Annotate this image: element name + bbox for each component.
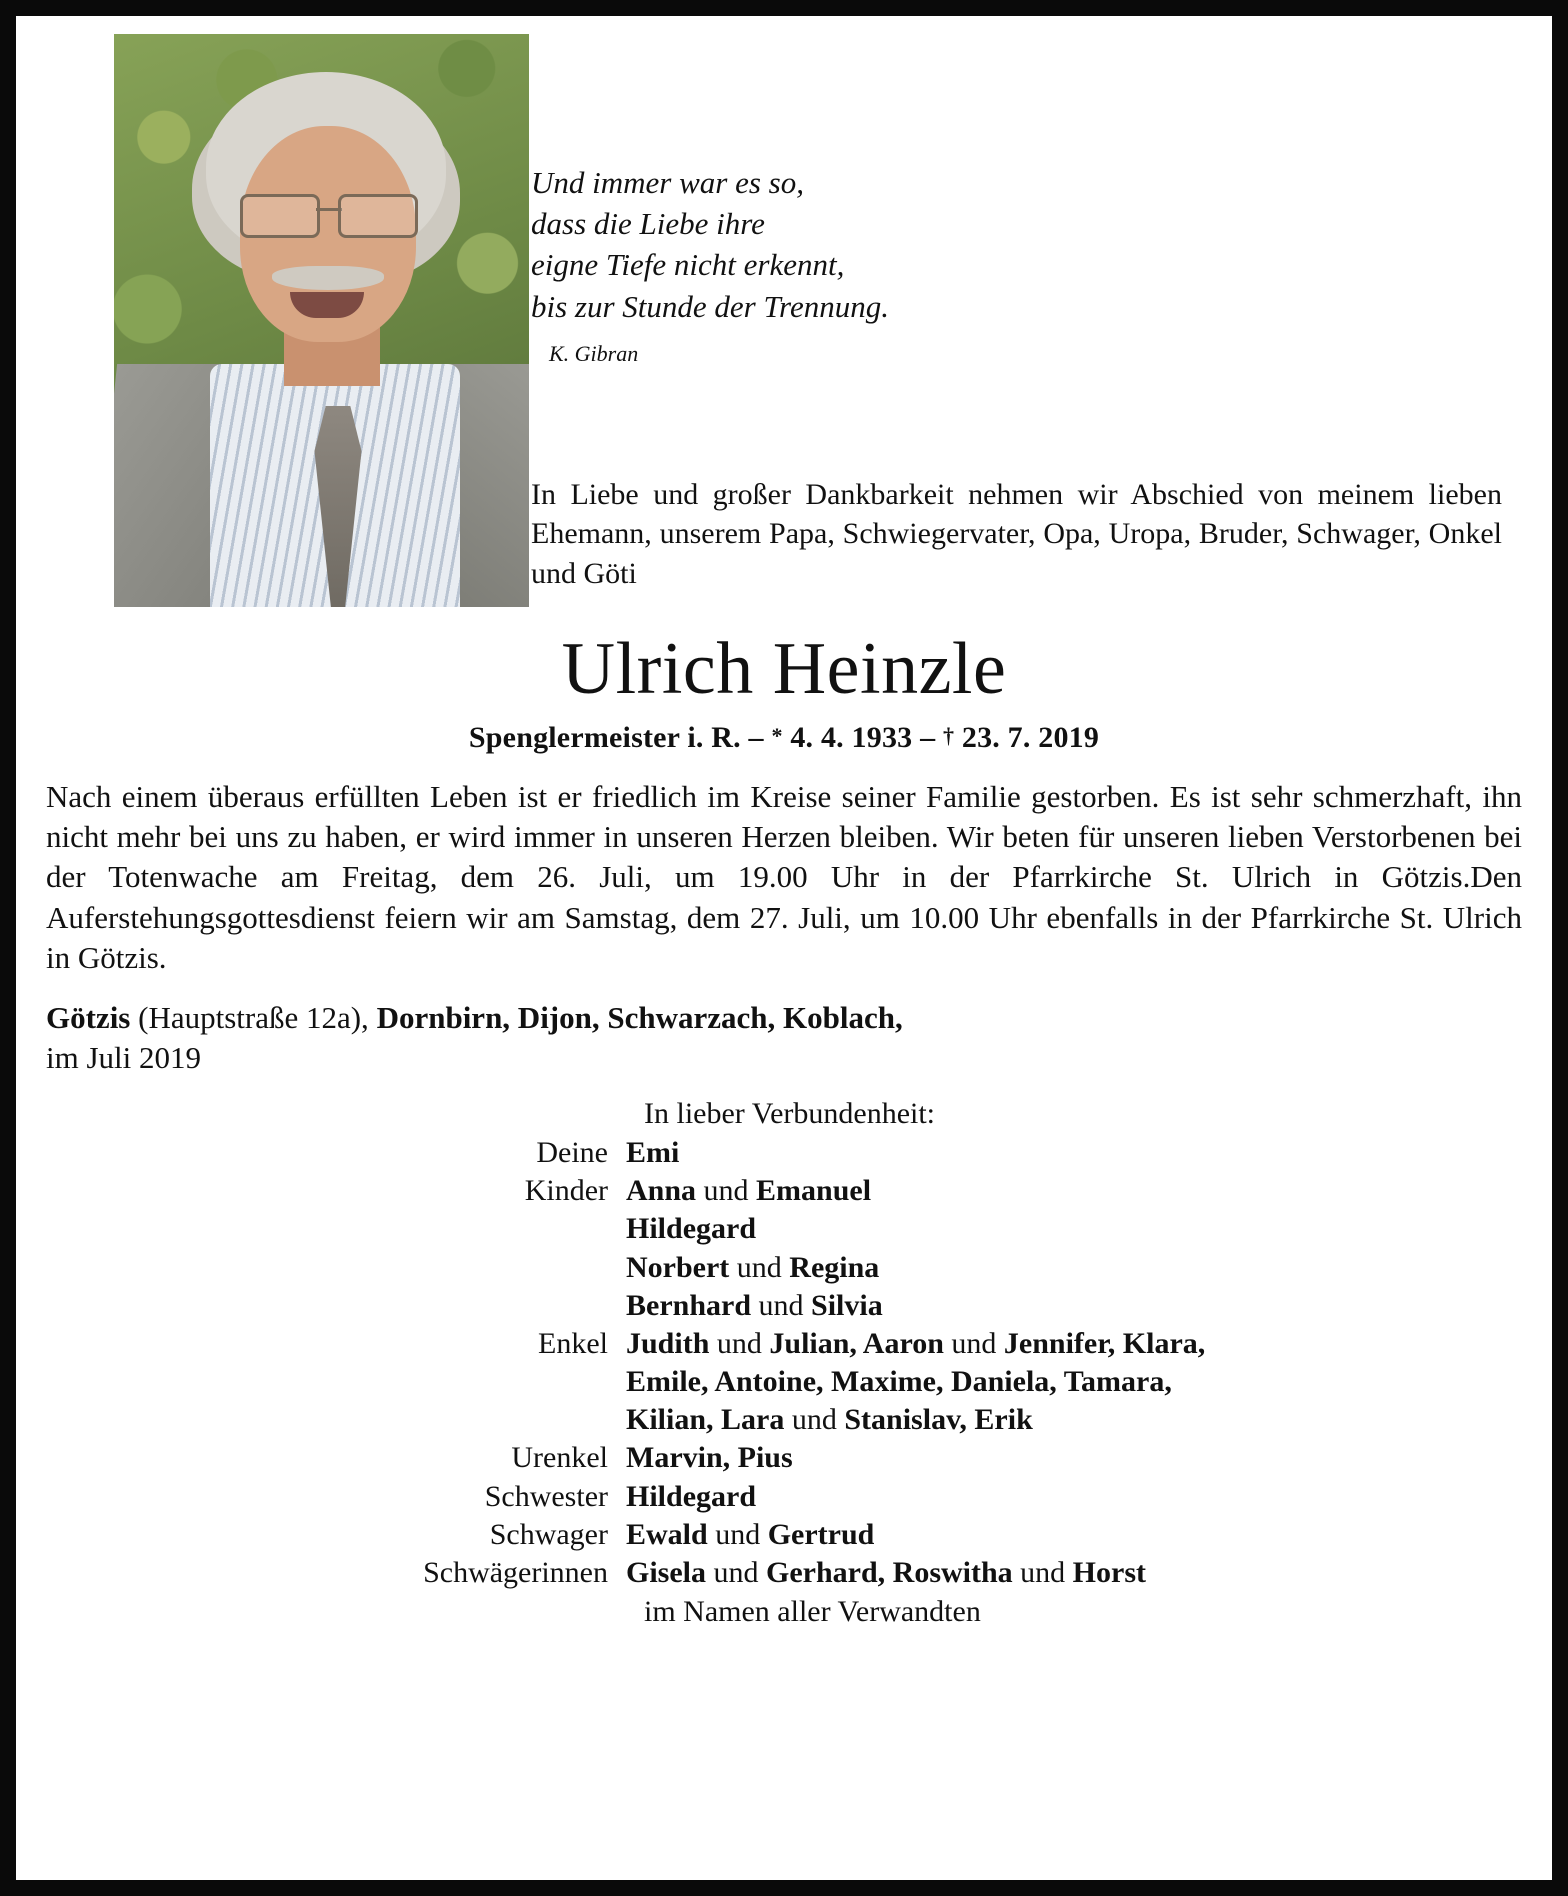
address: (Hauptstraße 12a), [130, 1000, 377, 1036]
quote-text [531, 162, 1502, 327]
dash-1: – [748, 720, 764, 754]
family-row [46, 1210, 1522, 1247]
family-names: Kilian, Lara und Stanislav, Erik [626, 1403, 1033, 1437]
portrait-photo [114, 34, 529, 607]
notice-inner [16, 16, 1552, 1880]
family-relation-label: Urenkel [511, 1441, 608, 1475]
family-list [46, 1095, 1522, 1631]
born-symbol: * [771, 722, 783, 748]
profession-dates [46, 721, 1522, 755]
family-row [46, 1287, 1522, 1324]
places-line [46, 998, 1522, 1079]
top-section [46, 34, 1522, 607]
quote-column [531, 34, 1522, 594]
family-row [46, 1249, 1522, 1286]
family-row [46, 1172, 1522, 1209]
main-place: Götzis [46, 1000, 131, 1036]
family-names: Hildegard [626, 1479, 757, 1513]
quote-line-1: Und immer war es so, [531, 165, 804, 200]
family-row [46, 1516, 1522, 1553]
family-names: Marvin, Pius [626, 1441, 793, 1475]
dash-2: – [920, 720, 936, 754]
lens-left [240, 194, 320, 238]
family-names: Bernhard und Silvia [626, 1288, 883, 1322]
quote-line-2: dass die Liebe ihre [531, 206, 765, 242]
portrait-container [46, 34, 531, 607]
notice-date: im Juli 2019 [46, 1040, 202, 1076]
intro-text: In Liebe und großer Dankbarkeit nehmen wir Abschied von meinem lieben Ehemann, unserem Papa, Schwiegervater, Opa, Uropa, Bruder, Schwager, Onkel und Göti [531, 477, 1502, 591]
glasses-icon [238, 194, 420, 234]
family-names: Emi [626, 1135, 680, 1169]
page-title: Ulrich Heinzle [561, 628, 1007, 710]
body-text: Nach einem überaus erfüllten Leben ist er friedlich im Kreise seiner Familie gestorben. Es ist sehr schmerzhaft, ihn nicht mehr bei uns zu haben, er wird immer in unseren Herzen bleiben. Wir beten für unseren lieben Verstorbenen bei der Totenwache am Freitag, dem 26. Juli, um 19.00 Uhr in der Pfarrkirche St. Ulrich in Götzis.Den Auferstehungsgottesdienst feiern wir am Samstag, dem 27. Juli, um 10.00 Uhr ebenfalls in der Pfarrkirche St. Ulrich in Götzis. [46, 778, 1522, 975]
family-relation-label: Kinder [524, 1174, 608, 1208]
quote-line-3: eigne Tiefe nicht erkennt, [531, 247, 845, 283]
family-heading: In lieber Verbundenheit: [644, 1096, 936, 1130]
family-relation-label: Schwester [484, 1479, 608, 1513]
family-relation-label: Schwägerinnen [423, 1556, 608, 1590]
family-names: Ewald und Gertrud [626, 1517, 875, 1551]
birth-date: 4. 4. 1933 [790, 720, 913, 754]
family-names: Anna und Emanuel [626, 1174, 872, 1208]
family-rows [46, 1134, 1522, 1591]
family-row [46, 1363, 1522, 1400]
died-symbol: † [942, 722, 955, 748]
quote-author: K. Gibran [549, 340, 639, 366]
family-row [46, 1325, 1522, 1362]
other-places: Dornbirn, Dijon, Schwarzach, Koblach, [376, 1000, 903, 1036]
family-relation-label: Schwager [489, 1517, 608, 1551]
family-row [46, 1134, 1522, 1171]
family-relation-label: Enkel [538, 1326, 608, 1360]
family-row [46, 1478, 1522, 1515]
family-closing: im Namen aller Verwandten [644, 1595, 981, 1629]
family-names: Judith und Julian, Aaron und Jennifer, Klara, [626, 1326, 1206, 1360]
family-row [46, 1439, 1522, 1476]
family-names: Gisela und Gerhard, Roswitha und Horst [626, 1556, 1146, 1590]
moustache [272, 266, 384, 290]
family-names: Hildegard [626, 1212, 757, 1246]
family-relation-label: Deine [536, 1135, 608, 1169]
family-names: Norbert und Regina [626, 1250, 880, 1284]
profession: Spenglermeister i. R. [468, 720, 741, 754]
death-date: 23. 7. 2019 [961, 720, 1100, 754]
family-names: Emile, Antoine, Maxime, Daniela, Tamara, [626, 1365, 1172, 1399]
quote-line-4: bis zur Stunde der Trennung. [531, 288, 889, 324]
family-row [46, 1554, 1522, 1591]
lens-right [338, 194, 418, 238]
family-row [46, 1401, 1522, 1438]
